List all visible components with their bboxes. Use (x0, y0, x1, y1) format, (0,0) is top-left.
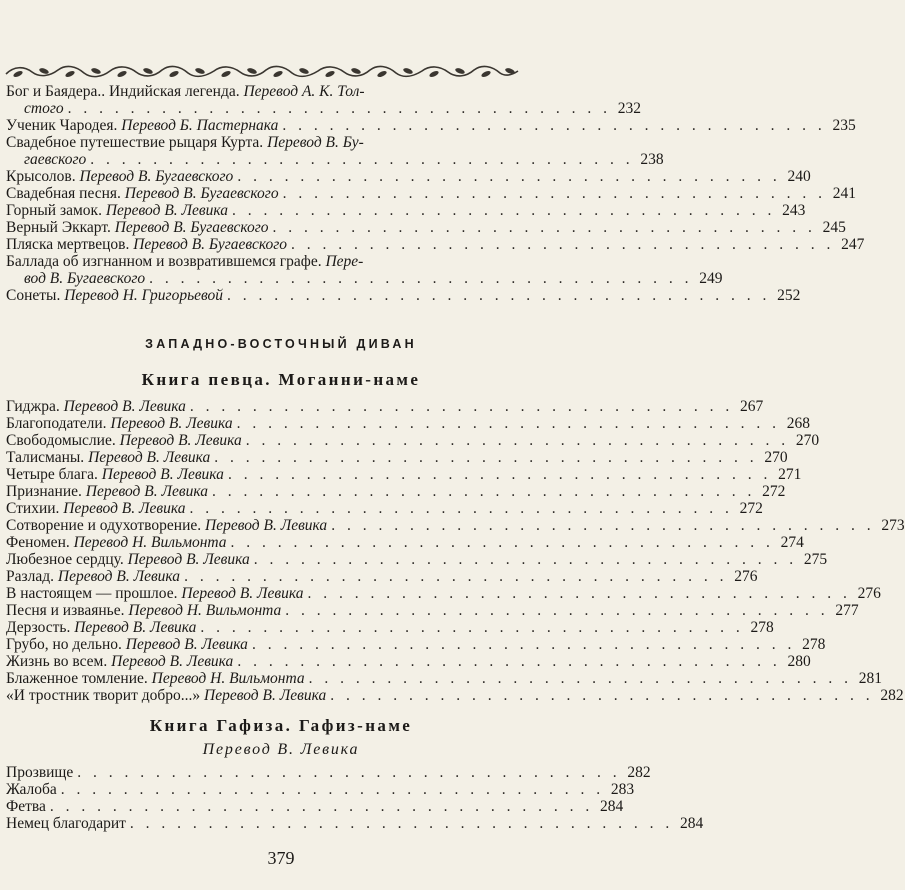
entry-title: Баллада об изгнанном и возвратившемся графе. Пере- (6, 253, 364, 270)
toc-entry (6, 219, 846, 236)
page-ref: 247 (841, 236, 865, 253)
entry-title: Феномен. Перевод Н. Вильмонта (6, 534, 227, 551)
page-ref: 267 (739, 398, 764, 415)
dot-leader: . . . . . . . . . . . . . . . . . . . . . . . . . . . . . . . . . . . (307, 585, 851, 602)
dot-leader: . . . . . . . . . . . . . . . . . . . . . . . . . . . . . . . . . . . (184, 568, 728, 585)
entry-translator: Перевод В. Левика (125, 636, 248, 653)
dot-leader: . . . . . . . . . . . . . . . . . . . . . . . . . . . . . . . . . . . (232, 202, 776, 219)
entry-translator: Перевод В. Бугаевского (79, 168, 234, 185)
page-ref: 243 (782, 202, 806, 219)
book-subtitle-translator: Перевод В. Левика (202, 741, 360, 758)
entry-translator: Перевод Н. Вильмонта (73, 534, 227, 551)
entry-translator: Перевод В. Левика (105, 202, 229, 219)
dot-leader: . . . . . . . . . . . . . . . . . . . . . . . . . . . . . . . . . . . (330, 687, 874, 704)
page-ref: 268 (786, 415, 810, 432)
entry-translator: Перевод А. К. Тол- (243, 83, 365, 100)
entry-translator: Перевод В. Левика (63, 398, 186, 415)
section-title: ЗАПАДНО-ВОСТОЧНЫЙ ДИВАН (145, 337, 417, 351)
entry-title: Благоподатели. Перевод В. Левика (6, 415, 233, 432)
dot-leader: . . . . . . . . . . . . . . . . . . . . . . . . . . . . . . . . . . . (237, 168, 781, 185)
page-ref: 240 (787, 168, 811, 185)
page-ref: 272 (739, 500, 763, 517)
toc-entry (6, 117, 856, 134)
entry-title: Талисманы. Перевод В. Левика (6, 449, 211, 466)
entry-title: В настоящем — прошлое. Перевод В. Левика (6, 585, 304, 602)
entry-title: Грубо, но дельно. Перевод В. Левика (6, 636, 248, 653)
toc-entry (6, 670, 882, 687)
entry-title: Пляска мертвецов. Перевод В. Бугаевского (6, 236, 288, 253)
toc-entry (6, 781, 635, 798)
toc-entry (6, 585, 881, 602)
entry-title: Сотворение и одухотворение. Перевод В. Левика (6, 517, 328, 534)
dot-leader: . . . . . . . . . . . . . . . . . . . . . . . . . . . . . . . . . . . (200, 619, 744, 636)
entry-translator: Перевод В. Левика (101, 466, 224, 483)
entry-title: Бог и Баядера.. Индийская легенда. Перевод А. К. Тол- (6, 83, 365, 100)
toc-entry (6, 602, 859, 619)
entry-title: Любезное сердцу. Перевод В. Левика (6, 551, 250, 568)
entry-translator: Перевод В. Левика (88, 449, 211, 466)
page-ref: 272 (762, 483, 786, 500)
dot-leader: . . . . . . . . . . . . . . . . . . . . . . . . . . . . . . . . . . . (253, 551, 798, 568)
toc-entry (6, 500, 763, 517)
toc-entry (6, 551, 828, 568)
entry-translator: Пере- (325, 253, 364, 270)
dot-leader: . . . . . . . . . . . . . . . . . . . . . . . . . . . . . . . . . . . (149, 270, 693, 287)
entry-translator: Перевод В. Левика (85, 483, 208, 500)
dot-leader: . . . . . . . . . . . . . . . . . . . . . . . . . . . . . . . . . . . (90, 151, 634, 168)
dot-leader: . . . . . . . . . . . . . . . . . . . . . . . . . . . . . . . . . . . (308, 670, 852, 687)
dot-leader: . . . . . . . . . . . . . . . . . . . . . . . . . . . . . . . . . . . (214, 449, 758, 466)
dot-leader: . . . . . . . . . . . . . . . . . . . . . . . . . . . . . . . . . . . (189, 500, 733, 517)
entry-title: Жизнь во всем. Перевод В. Левика (6, 653, 234, 670)
entry-translator: Перевод В. Бугаевского (114, 219, 269, 236)
dot-leader: . . . . . . . . . . . . . . . . . . . . . . . . . . . . . . . . . . . (227, 466, 772, 483)
dot-leader: . . . . . . . . . . . . . . . . . . . . . . . . . . . . . . . . . . . (49, 798, 594, 815)
entry-title: Верный Эккарт. Перевод В. Бугаевского (6, 219, 269, 236)
dot-leader: . . . . . . . . . . . . . . . . . . . . . . . . . . . . . . . . . . . (291, 236, 835, 253)
dot-leader: . . . . . . . . . . . . . . . . . . . . . . . . . . . . . . . . . . . (282, 185, 826, 202)
entry-title: Блаженное томление. Перевод Н. Вильмонта (6, 670, 305, 687)
dot-leader: . . . . . . . . . . . . . . . . . . . . . . . . . . . . . . . . . . . (251, 636, 796, 653)
entry-translator: Перевод В. Левика (63, 500, 186, 517)
entry-translator: Перевод В. Левика (205, 517, 328, 534)
page-ref: 275 (803, 551, 828, 568)
dot-leader: . . . . . . . . . . . . . . . . . . . . . . . . . . . . . . . . . . . (245, 432, 790, 449)
page-ref: 281 (858, 670, 882, 687)
book-title-hafiz: Книга Гафиза. Гафиз-наме (149, 716, 413, 735)
entry-title: Гиджра. Перевод В. Левика (6, 398, 186, 415)
page-ref: 249 (699, 270, 723, 287)
entry-translator: Перевод В. Левика (110, 415, 233, 432)
toc-entry (6, 568, 758, 585)
page-ref: 273 (881, 517, 905, 534)
page-ref: 278 (750, 619, 774, 636)
entry-title: Крысолов. Перевод В. Бугаевского (6, 168, 234, 185)
entry-translator: Перевод В. Левика (57, 568, 181, 585)
entry-translator: Перевод В. Левика (127, 551, 250, 568)
page-number: 379 (267, 848, 295, 868)
toc-entry (6, 134, 664, 168)
dot-leader: . . . . . . . . . . . . . . . . . . . . . . . . . . . . . . . . . . . (285, 602, 829, 619)
dot-leader: . . . . . . . . . . . . . . . . . . . . . . . . . . . . . . . . . . . (60, 781, 605, 798)
toc-entry (6, 687, 904, 704)
toc-entry (6, 287, 801, 304)
toc-entry (6, 619, 774, 636)
dot-leader: . . . . . . . . . . . . . . . . . . . . . . . . . . . . . . . . . . . (237, 653, 781, 670)
toc-entry (6, 653, 811, 670)
entry-title: «И тростник творит добро...» Перевод В. Левика (6, 687, 327, 704)
page-ref: 241 (832, 185, 856, 202)
entry-continuation: гаевского (24, 151, 87, 168)
page-ref: 282 (627, 764, 651, 781)
book-title-singer: Книга певца. Моганни-наме (141, 370, 421, 389)
entry-translator: Перевод Н. Григорьевой (64, 287, 224, 304)
toc-entry (6, 83, 641, 117)
page-ref: 280 (787, 653, 811, 670)
toc-list-book-of-singer (6, 398, 905, 704)
page-ref: 274 (780, 534, 804, 551)
page-ref: 276 (857, 585, 881, 602)
entry-title: Немец благодарит (6, 815, 126, 832)
page-ref: 284 (600, 798, 624, 815)
entry-title: Сонеты. Перевод Н. Григорьевой (6, 287, 224, 304)
entry-title: Свадебное путешествие рыцаря Курта. Перевод В. Бу- (6, 134, 364, 151)
page-ref: 245 (822, 219, 846, 236)
toc-list-book-of-hafiz (6, 764, 704, 832)
dot-leader: . . . . . . . . . . . . . . . . . . . . . . . . . . . . . . . . . . . (331, 517, 875, 534)
entry-title: Песня и изваянье. Перевод Н. Вильмонта (6, 602, 282, 619)
dot-leader: . . . . . . . . . . . . . . . . . . . . . . . . . . . . . . . . . . . (230, 534, 774, 551)
page-ref: 278 (802, 636, 826, 653)
page-ref: 284 (680, 815, 704, 832)
toc-entry (6, 449, 788, 466)
entry-title: Жалоба (6, 781, 57, 798)
entry-title: Признание. Перевод В. Левика (6, 483, 208, 500)
page-ref: 282 (880, 687, 904, 704)
entry-translator: Перевод В. Бугаевского (124, 185, 279, 202)
entry-translator: Перевод В. Левика (119, 432, 242, 449)
entry-translator: Перевод В. Левика (111, 653, 234, 670)
entry-translator: Перевод Н. Вильмонта (128, 602, 282, 619)
page-ref: 238 (640, 151, 664, 168)
entry-title: Ученик Чародея. Перевод Б. Пастернака (6, 117, 279, 134)
dot-leader: . . . . . . . . . . . . . . . . . . . . . . . . . . . . . . . . . . . (272, 219, 816, 236)
toc-entry (6, 798, 624, 815)
page-ref: 232 (617, 100, 641, 117)
entry-title: Стихии. Перевод В. Левика (6, 500, 186, 517)
page-ref: 276 (734, 568, 758, 585)
toc-entry (6, 432, 820, 449)
toc-entry (6, 517, 905, 534)
entry-title: Четыре блага. Перевод В. Левика (6, 466, 224, 483)
page-ref: 271 (778, 466, 802, 483)
toc-entry (6, 466, 802, 483)
entry-title: Прозвище (6, 764, 74, 781)
entry-title: Горный замок. Перевод В. Левика (6, 202, 229, 219)
dot-leader: . . . . . . . . . . . . . . . . . . . . . . . . . . . . . . . . . . . (211, 483, 756, 500)
entry-title: Разлад. Перевод В. Левика (6, 568, 181, 585)
page-ref: 270 (795, 432, 820, 449)
entry-title: Свободомыслие. Перевод В. Левика (6, 432, 242, 449)
page-ref: 270 (764, 449, 788, 466)
toc-entry (6, 236, 865, 253)
entry-title: Свадебная песня. Перевод В. Бугаевского (6, 185, 279, 202)
entry-title: Дерзость. Перевод В. Левика (6, 619, 197, 636)
entry-translator: Перевод Б. Пастернака (121, 117, 279, 134)
entry-translator: Перевод В. Бу- (267, 134, 364, 151)
toc-entry (6, 636, 826, 653)
dot-leader: . . . . . . . . . . . . . . . . . . . . . . . . . . . . . . . . . . . (236, 415, 780, 432)
toc-entry (6, 185, 856, 202)
entry-translator: Перевод Н. Вильмонта (151, 670, 305, 687)
toc-entry (6, 398, 764, 415)
entry-continuation: стого (24, 100, 64, 117)
entry-title: Фетва (6, 798, 46, 815)
dot-leader: . . . . . . . . . . . . . . . . . . . . . . . . . . . . . . . . . . . (67, 100, 611, 117)
dot-leader: . . . . . . . . . . . . . . . . . . . . . . . . . . . . . . . . . . . (282, 117, 826, 134)
page-ref: 235 (832, 117, 856, 134)
entry-translator: Перевод В. Левика (74, 619, 197, 636)
entry-continuation: вод В. Бугаевского (24, 270, 146, 287)
entry-translator: Перевод В. Левика (181, 585, 304, 602)
page-ref: 283 (610, 781, 635, 798)
toc-entry (6, 168, 811, 185)
dot-leader: . . . . . . . . . . . . . . . . . . . . . . . . . . . . . . . . . . . (189, 398, 734, 415)
toc-list-ballads (6, 83, 865, 304)
toc-entry (6, 253, 723, 287)
page-ref: 252 (777, 287, 801, 304)
dot-leader: . . . . . . . . . . . . . . . . . . . . . . . . . . . . . . . . . . . (129, 815, 674, 832)
toc-entry (6, 415, 810, 432)
entry-translator: Перевод В. Бугаевского (133, 236, 288, 253)
dot-leader: . . . . . . . . . . . . . . . . . . . . . . . . . . . . . . . . . . . (77, 764, 621, 781)
entry-translator: Перевод В. Левика (204, 687, 327, 704)
toc-entry (6, 483, 786, 500)
toc-entry (6, 202, 806, 219)
dot-leader: . . . . . . . . . . . . . . . . . . . . . . . . . . . . . . . . . . . (227, 287, 771, 304)
toc-entry (6, 764, 651, 781)
toc-entry (6, 815, 704, 832)
toc-entry (6, 534, 804, 551)
page-ref: 277 (835, 602, 859, 619)
decorative-vine-ornament-icon (4, 62, 524, 82)
